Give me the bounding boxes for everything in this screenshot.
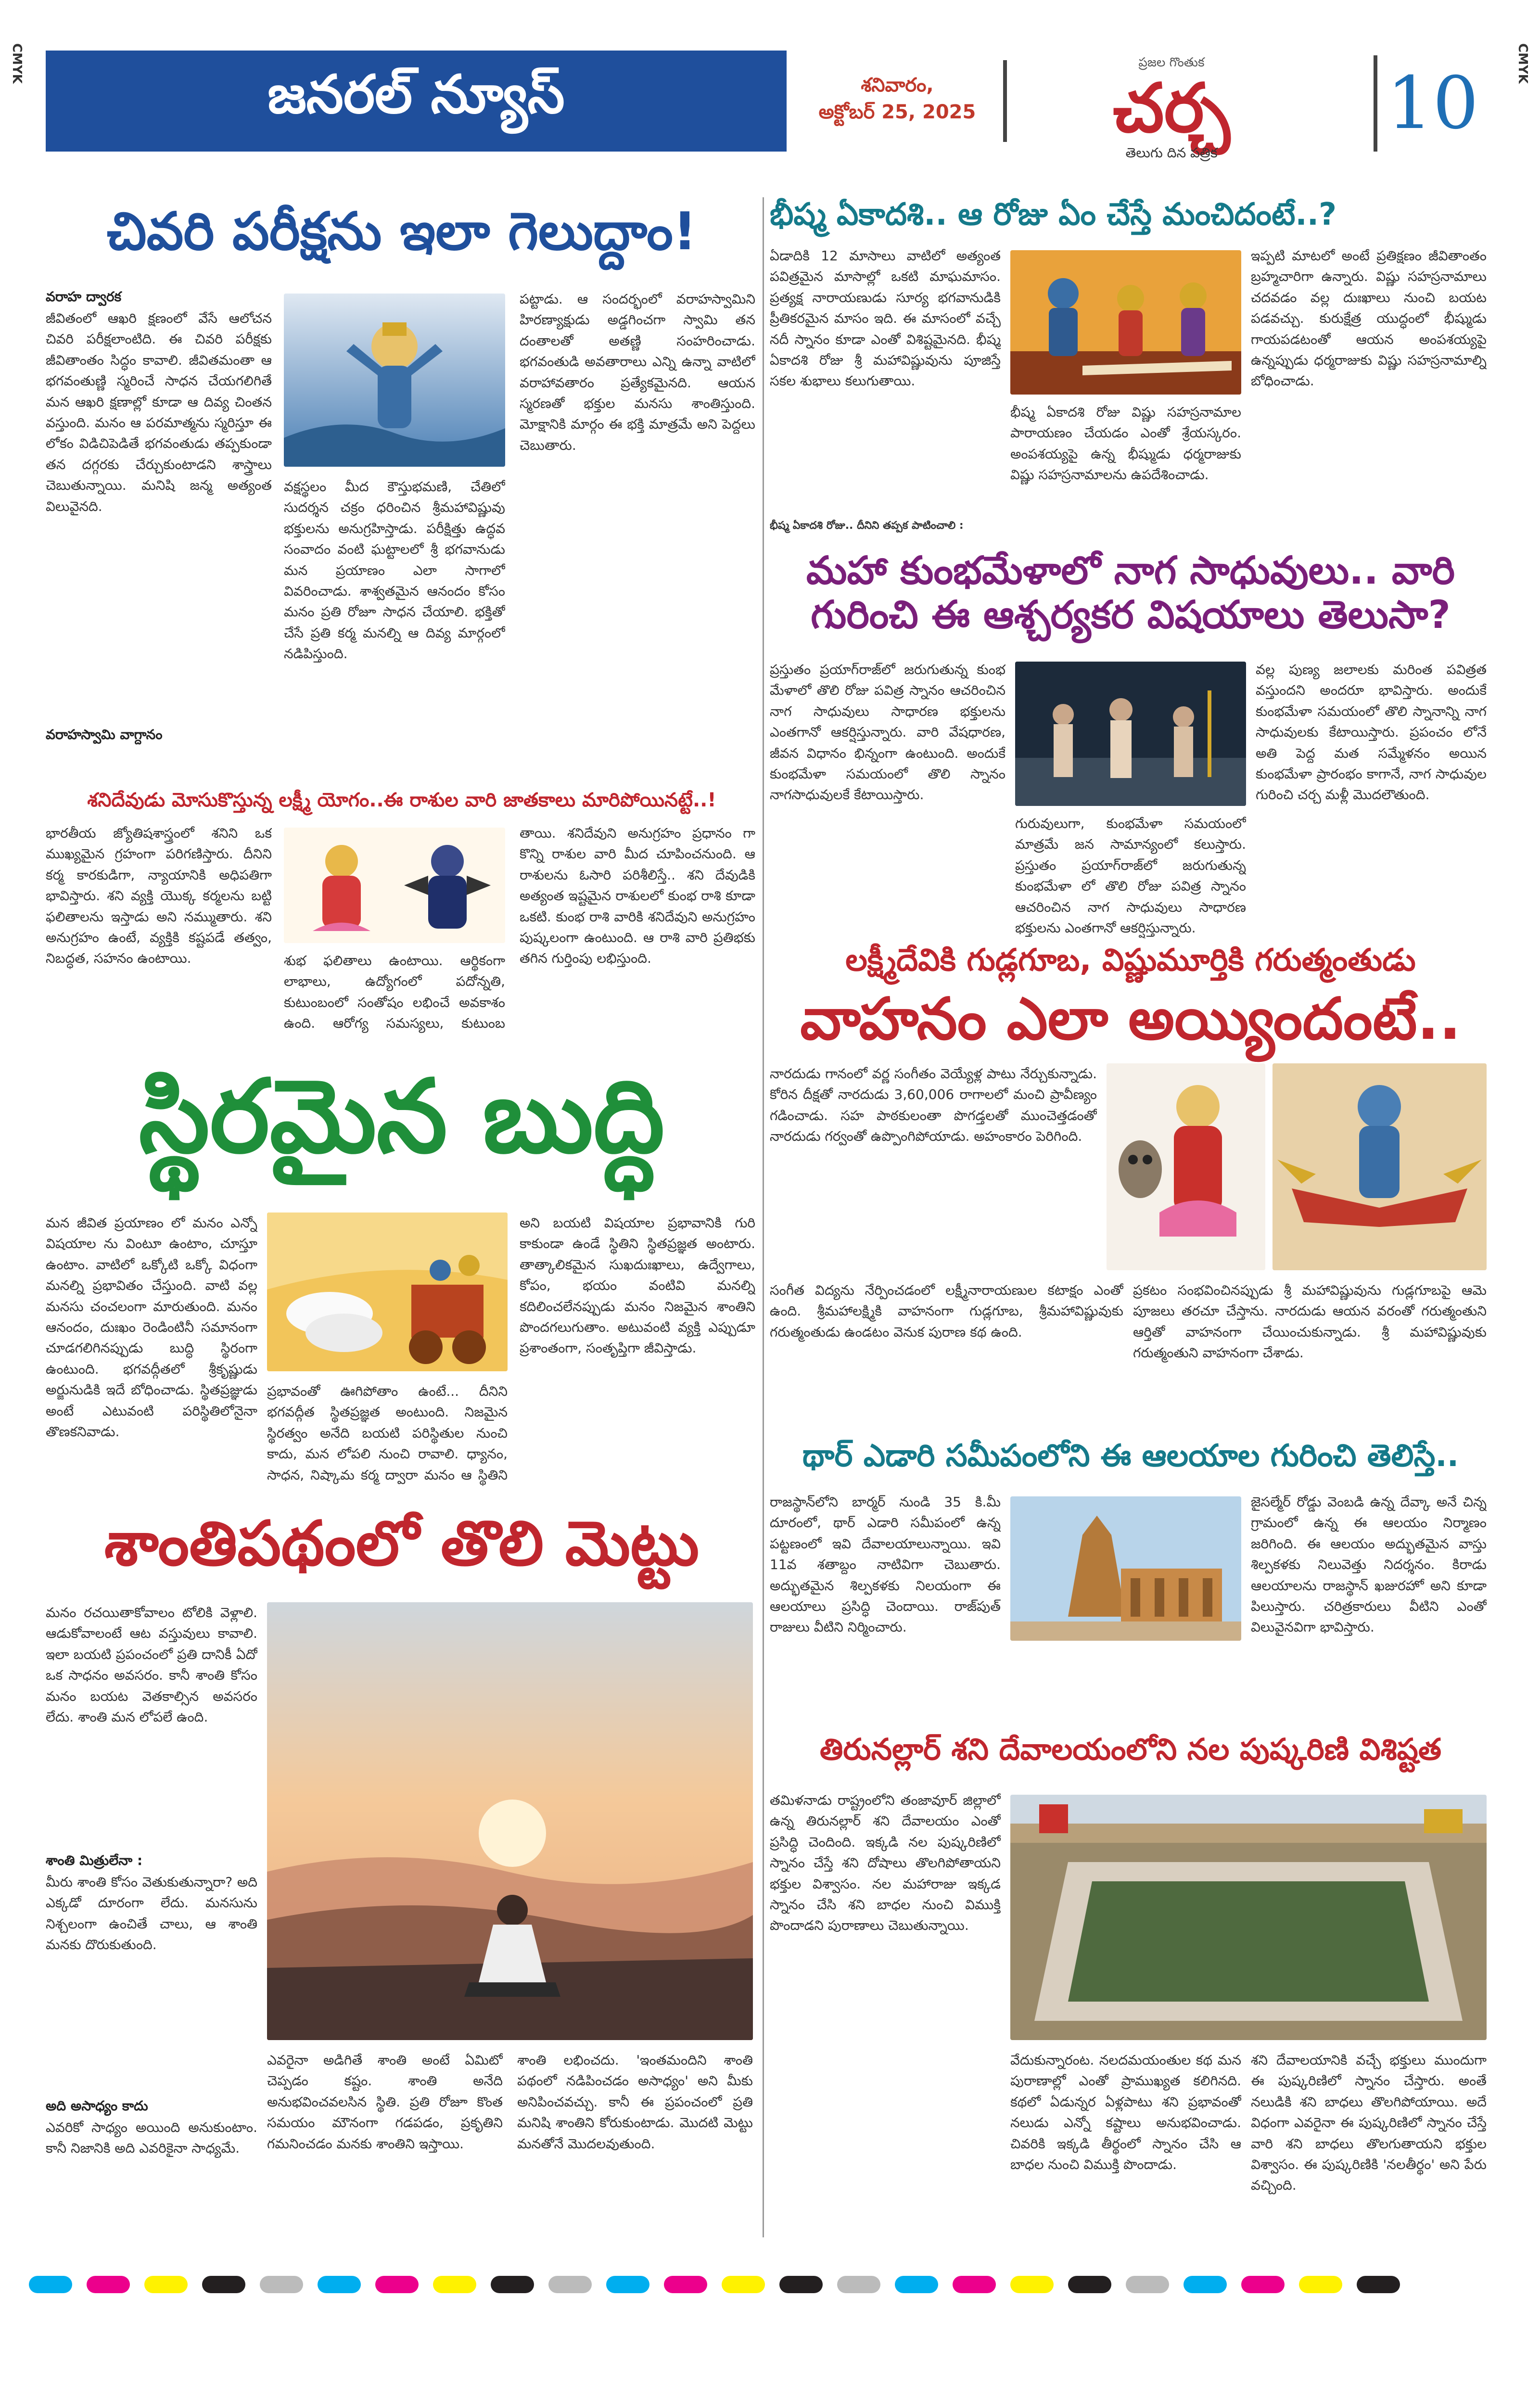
registration-mark <box>895 2276 938 2293</box>
date-box <box>796 51 998 152</box>
peace-path-col2: ఎవరైనా అడిగితే శాంతి అంటే ఏమిటో చెప్పడం కష్టం. శాంతి అనేది అనుభవించవలసిన స్థితి. ప్రతి రోజూ కొంత సమయం మౌనంగా గడపడం, ప్రకృతిని గమనించడం మనకు శాంతిని ఇస్తాయి. <box>267 2052 503 2152</box>
registration-mark <box>87 2276 130 2293</box>
steady-mind-col2: ప్రభావంతో ఊగిపోతాం ఉంటే... దీనిని భగవద్గీత స్థితప్రజ్ఞత అంటుంది. నిజమైన స్థిరత్వం అనేది బయటి పరిస్థితుల నుంచి కాదు, మన లోపలి నుంచి రావాలి. ధ్యానం, సాధన, నిష్కామ కర్మ ద్వారా మనం ఆ స్థితిని <box>267 1383 508 1483</box>
article-text: జీవితంలో ఆఖరి క్షణంలో వేసే ఆలోచన చివరి పరీక్షలాంటిది. ఈ చివరి పరీక్షకు జీవితాంతం సిద్ధం కావాలి. జీవితమంతా ఆ భగవంతుణ్ణి స్మరించే సాధన చేయగలిగితే మన ఆఖరి క్షణాల్లో కూడా ఆ దివ్య చింతన వస్తుంది. మనం ఆ పరమాత్మను స్మరిస్తూ ఈ లోకం విడిచిపెడితే భగవంతుడు తప్పకుండా తన దగ్గరకు చేర్చుకుంటాడని శాస్త్రాలు చెబుతున్నాయి. మనిషి జన్మ అత్యంత విలువైనది. <box>46 310 272 514</box>
bhishma-caption: భీష్మ ఏకాదశి రోజు.. దీనిని తప్పక పాటించాలి : <box>770 520 964 532</box>
registration-mark <box>144 2276 188 2293</box>
logo-word: చర్చ <box>1113 69 1230 148</box>
kumbh-col2: గురువులుగా, కుంభమేళా సమయంలో మాత్రమే జన సామాన్యంలో కలుస్తారు. ప్రస్తుతం ప్రయాగ్‌రాజ్‌లో జరుగుతున్న కుంభమేళా లో తొలి రోజు పవిత్ర స్నానం ఆచరించిన నాగ సాధువులు సాధారణ భక్తులను ఎంతగానో ఆకర్షిస్తున్నారు. <box>1015 816 1246 936</box>
registration-mark <box>664 2276 707 2293</box>
cmyk-mark-right: CMYK <box>1515 43 1530 84</box>
registration-mark <box>837 2276 880 2293</box>
registration-mark <box>375 2276 419 2293</box>
vishnu-garuda-illustration <box>1273 1063 1487 1270</box>
steady-mind-col1: మన జీవిత ప్రయాణం లో మనం ఎన్నో విషయాల ను వింటూ ఉంటాం, చూస్తూ ఉంటాం. వాటిలో ఒక్కోటి ఒక్కో విధంగా మనల్ని ప్రభావితం చేస్తుంది. వాటి వల్ల మనసు చంచలంగా మారుతుంది. మనం ఆనందం, దుఃఖం రెండింటినీ సమానంగా చూడగలిగినప్పుడు బుద్ధి స్థిరంగా ఉంటుంది. భగవద్గీతలో శ్రీకృష్ణుడు అర్జునుడికి ఇదే బోధించాడు. స్థితప్రజ్ఞుడు అంటే ఎటువంటి పరిస్థితిలోనైనా తొణకనివాడు. <box>46 1215 257 1440</box>
chariot-illustration <box>267 1213 508 1371</box>
thar-col1: రాజస్థాన్‌లోని బార్మర్ నుండి 35 కి.మీ దూరంలో, థార్ ఎడారి సమీపంలో ఉన్న పట్టణంలో ఇవి దేవాలయాలున్నాయి. ఇవి 11వ శతాబ్దం నాటివిగా చెబుతారు. అద్భుతమైన శిల్పకళకు నిలయంగా ఈ ఆలయాలు ప్రసిద్ధి చెందాయి. రాజ్‌పుత్ రాజులు వీటిని నిర్మించారు. <box>770 1494 1001 1635</box>
lakshmi-shani-illustration <box>284 828 505 943</box>
cmyk-mark-left: CMYK <box>10 43 24 84</box>
masthead <box>46 51 1487 161</box>
headline-thar: థార్ ఎడారి సమీపంలోని ఈ ఆలయాల గురించి తెలిస్తే.. <box>802 1438 1459 1474</box>
lakshmi-owl-illustration <box>1107 1063 1265 1270</box>
registration-mark <box>1126 2276 1169 2293</box>
logo-tagline: ప్రజల గొంతుక <box>1138 55 1205 70</box>
vishnu-illustration <box>284 294 505 467</box>
logo-subtitle: తెలుగు దిన పత్రిక <box>1125 145 1218 161</box>
date-label: అక్టోబర్ 25, 2025 <box>818 101 976 123</box>
naga-sadhus-photo <box>1015 662 1246 806</box>
article-text: మనం రచయితాకోవాలం టోలికి వెళ్లాలి. ఆడుకోవాలంటే ఆట వస్తువులు కావాలి. ఇలా బయటి ప్రపంచంలో ప్రతి దానికీ ఏదో ఒక సాధనం అవసరం. కానీ శాంతి కోసం మనం బయట వెతకాల్సిన అవసరం లేదు. శాంతి మన లోపలే ఉంది. <box>46 1605 257 1725</box>
meditation-photo <box>267 1602 753 2040</box>
headline-tirunallar: తిరునల్లార్ శని దేవాలయంలోని నల పుష్కరిణి విశిష్టత <box>819 1732 1442 1767</box>
peace-path-col3: శాంతి లభించదు. 'ఇంతమందిని శాంతి పథంలో నడిపించడం అసాధ్యం' అని మీకు అనిపించవచ్చు. కానీ ఈ ప్రపంచంలో ప్రతి మనిషి శాంతిని కోరుకుంటాడు. మొదటి మెట్టు మనతోనే మొదలవుతుంది. <box>517 2052 753 2152</box>
byline: వరాహ ద్వారక <box>46 289 122 305</box>
headline-steady-mind: స్థిరమైన బుద్ధి <box>139 1058 665 1175</box>
registration-mark <box>548 2276 592 2293</box>
subhead-peace-friends: శాంతి మిత్రులేనా : <box>46 1852 143 1868</box>
final-exam-col1 <box>46 289 272 770</box>
registration-mark <box>606 2276 649 2293</box>
registration-mark <box>260 2276 303 2293</box>
thar-temple-photo <box>1010 1496 1241 1641</box>
registration-mark <box>491 2276 534 2293</box>
bhishma-col2: భీష్మ ఏకాదశి రోజు విష్ణు సహస్రనామాల పారాయణం చేయడం ఎంతో శ్రేయస్కరం. అంపశయ్యపై ఉన్న భీష్ముడు ధర్మరాజుకు విష్ణు సహస్రనామాలను ఉపదేశించాడు. <box>1010 404 1241 483</box>
lakshmi-col3: ప్రకటం సంభవించినప్పుడు శ్రీ మహావిష్ణువును గుడ్లగూబపై ఆమె పూజలు తరచూ చేస్తాను. నారదుడు ఆయన వరంతో గరుత్మంతుని ఆర్తితో వాహనంగా చేయించుకున్నాడు. శ్రీ మహావిష్ణువుకు గరుత్మంతుని వాహనంగా చేశాడు. <box>1133 1282 1487 1361</box>
tirunallar-col1: తమిళనాడు రాష్ట్రంలోని తంజావూర్ జిల్లాలో ఉన్న తిరునల్లార్ శని దేవాలయం ఎంతో ప్రసిద్ధి చెందింది. ఇక్కడి నల పుష్కరిణిలో స్నానం చేస్తే శని దోషాలు తొలగిపోతాయని భక్తుల విశ్వాసం. నల మహారాజు ఇక్కడ స్నానం చేసి శని బాధల నుంచి విముక్తి పొందాడని పురాణాలు చెబుతున్నాయి. <box>770 1792 1001 1934</box>
page-number: 10 <box>1374 55 1488 152</box>
shani-col3: తాయి. శనిదేవుని అనుగ్రహం ప్రధానం గా కొన్ని రాశుల వారి మీద చూపించనుంది. ఆ రాశులను ఓసారి పరిశీలిస్తే.. శని దేవుడికి అత్యంత ఇష్టమైన రాశులలో కుంభ రాశి కూడా ఒకటి. కుంభ రాశి వారికి శనిదేవుని అనుగ్రహం పుష్కలంగా ఉంటుంది. ఆ రాశి వారి ప్రతిభకు తగిన గుర్తింపు లభిస్తుంది. <box>520 825 755 967</box>
newspaper-logo <box>1037 55 1306 161</box>
bhishma-col1: ఏడాదికి 12 మాసాలు వాటిలో అత్యంత పవిత్రమైన మాసాల్లో ఒకటి మాఘమాసం. ప్రత్యక్ష నారాయణుడు సూర్య భగవానుడికి ప్రీతికరమైన మాసం ఇది. ఈ మాసంలో వచ్చే నదీ స్నానం కూడా ఎంతో విశిష్టమైనది. భీష్మ ఏకాదశి రోజు శ్రీ మహావిష్ణువును పూజిస్తే సకల శుభాలు కలుగుతాయి. <box>770 248 1001 389</box>
article-text-3: ఎవరికో సాధ్యం అయింది అనుకుంటాం. కానీ నిజానికి అది ఎవరికైనా సాధ్యమే. <box>46 2119 257 2157</box>
shani-col2: శుభ ఫలితాలు ఉంటాయి. ఆర్థికంగా లాభాలు, ఉద్యోగంలో పదోన్నతి, కుటుంబంలో సంతోషం లభించే అవకాశం ఉంది. ఆరోగ్య సమస్యలు, కుటుంబ <box>284 953 505 1032</box>
bhishma-col3: ఇప్పటి మాటలో అంటే ప్రతిక్షణం జీవితాంతం బ్రహ్మచారిగా ఉన్నారు. విష్ణు సహస్రనామాలు చదవడం వల్ల దుఃఖాలు నుంచి బయట పడవచ్చు. కురుక్షేత్ర యుద్ధంలో భీష్ముడు గాయపడటంతో ఆయన అంపశయ్యపై ఉన్నప్పుడు ధర్మరాజుకు విష్ణు సహస్రనామాల్ని బోధించాడు. <box>1251 248 1487 389</box>
masthead-divider <box>1003 60 1007 142</box>
bhishma-painting <box>1010 250 1241 395</box>
registration-mark <box>779 2276 823 2293</box>
headline-bhishma: భీష్మ ఏకాదశి.. ఆ రోజు ఏం చేస్తే మంచిదంటే..? <box>770 197 1337 232</box>
kumbh-col1: ప్రస్తుతం ప్రయాగ్‌రాజ్‌లో జరుగుతున్న కుంభ మేళాలో తొలి రోజు పవిత్ర స్నానం ఆచరించిన నాగ సాధువులు సాధారణ భక్తులను ఎంతగానో ఆకర్షిస్తున్నారు. వారి వేషధారణ, జీవన విధానం భిన్నంగా ఉంటుంది. అందుకే కుంభమేళా సమయంలో తొలి స్నానం నాగసాధువులకే కేటాయిస్తారు. <box>770 662 1005 803</box>
tirunallar-tank-photo <box>1010 1795 1487 2040</box>
final-exam-col3: పట్టాడు. ఆ సందర్భంలో వరాహస్వామిని హిరణ్యాక్షుడు అడ్డగించగా స్వామి తన దంతాలతో అతణ్ణి సంహరించాడు. భగవంతుడి అవతారాలు ఎన్ని ఉన్నా వాటిలో వరాహావతారం ప్రత్యేకమైనది. ఆయన స్మరణతో భక్తుల మనసు శాంతిస్తుంది. మోక్షానికి మార్గం ఈ భక్తి మాత్రమే అని పెద్దలు చెబుతారు. <box>520 291 755 453</box>
lakshmi-col2: సంగీత విద్యను నేర్పించడంలో లక్ష్మీనారాయణుల కటాక్షం ఎంతో ఉంది. శ్రీమహాలక్ష్మికి వాహనంగా గుడ్లగూబ, శ్రీమహావిష్ణువుకు గరుత్మంతుడు ఉండటం వెనుక పురాణ కథ ఉంది. <box>770 1282 1123 1340</box>
registration-mark <box>953 2276 996 2293</box>
headline-lakshmi-1: లక్ష్మీదేవికి గుడ్లగూబ, విష్ణుమూర్తికి గరుత్మంతుడు <box>845 943 1416 978</box>
tirunallar-col2: వేదుకున్నారంట. నలదమయంతుల కథ మన పురాణాల్లో ఎంతో ప్రాముఖ్యత కలిగినది. కథలో ఏడున్నర ఏళ్లపాటు శని ప్రభావంతో నలుడు ఎన్నో కష్టాలు అనుభవించాడు. చివరికి ఇక్కడి తీర్థంలో స్నానం చేసి ఆ బాధల నుంచి విముక్తి పొందాడు. <box>1010 2052 1241 2172</box>
section-banner: జనరల్ న్యూస్ <box>46 51 787 152</box>
registration-mark <box>202 2276 245 2293</box>
headline-lakshmi-2: వాహనం ఎలా అయ్యిందంటే.. <box>800 986 1461 1053</box>
tirunallar-col3: శని దేవాలయానికి వచ్చే భక్తులు ముందుగా ఈ పుష్కరిణిలో స్నానం చేస్తారు. అంతే నలుడికి శని బాధలు తొలగిపోయాయి. అదే విధంగా ఎవరైనా ఈ పుష్కరిణిలో స్నానం చేస్తే వారి శని బాధలు తొలగుతాయని భక్తుల విశ్వాసం. ఈ పుష్కరిణికి 'నలతీర్థం' అని పేరు వచ్చింది. <box>1251 2052 1487 2194</box>
registration-mark <box>1184 2276 1227 2293</box>
peace-path-col1 <box>46 1602 257 2237</box>
article-text-2: మీరు శాంతి కోసం వెతుకుతున్నారా? అది ఎక్కడో దూరంగా లేదు. మనసును నిశ్చలంగా ఉంచితే చాలు, ఆ శాంతి మనకు దొరుకుతుంది. <box>46 1874 257 1953</box>
shani-col1: భారతీయ జ్యోతిషశాస్త్రంలో శనిని ఒక ముఖ్యమైన గ్రహంగా పరిగణిస్తారు. దీనిని కర్మ కారకుడిగా, న్యాయానికి అధిపతిగా భావిస్తారు. శని వ్యక్తి యొక్క కర్మలను బట్టి ఫలితాలను ఇస్తాడు అని నమ్ముతారు. శని అనుగ్రహం ఉంటే, వ్యక్తికి కష్టపడే తత్వం, నిబద్ధత, సహనం ఉంటాయి. <box>46 825 272 967</box>
subhead-not-impossible: అది అసాధ్యం కాదు <box>46 2098 148 2114</box>
headline-final-exam: చివరి పరీక్షను ఇలా గెలుద్దాం! <box>106 202 697 262</box>
thar-col2: జైసల్మేర్ రోడ్డు వెంబడి ఉన్న దేవ్కా అనే చిన్న గ్రామంలో ఉన్న ఈ ఆలయం నిర్మాణం జరిగింది. ఈ ఆలయం అద్భుతమైన వాస్తు శిల్పకళకు నిలువెత్తు నిదర్శనం. కిరాడు ఆలయాలను రాజస్థాన్ ఖజురహో అని కూడా పిలుస్తారు. చరిత్రకారులు వీటిని ఎంతో విలువైనవిగా భావిస్తారు. <box>1251 1494 1487 1635</box>
headline-kumbh: మహా కుంభమేళాలో నాగ సాధువులు.. వారి గురించి ఈ ఆశ్చర్యకర విషయాలు తెలుసా? <box>806 548 1455 637</box>
registration-strip <box>29 2276 1511 2295</box>
subhead: వరాహస్వామి వాగ్దానం <box>46 727 163 742</box>
steady-mind-col3: అని బయటి విషయాల ప్రభావానికి గురి కాకుండా ఉండే స్థితిని స్థితప్రజ్ఞత అంటారు. తాత్కాలికమైన సుఖదుఃఖాలు, ఉద్వేగాలు, కోపం, భయం వంటివి మనల్ని కదిలించలేనప్పుడు మనం నిజమైన శాంతిని పొందగలుగుతాం. అటువంటి వ్యక్తి ఎప్పుడూ ప్రశాంతంగా, సంతృప్తిగా జీవిస్తాడు. <box>520 1215 755 1356</box>
registration-mark <box>722 2276 765 2293</box>
lakshmi-col1: నారదుడు గానంలో వర్ణ సంగీతం వెయ్యేళ్ల పాటు నేర్చుకున్నాడు. కోరిన దీక్షతో నారదుడు 3,60,006 రాగాలలో మంచి ప్రావీణ్యం గడించాడు. సహ పాఠకులంతా పొగడ్తలతో ముంచెత్తడంతో నారదుడు గర్వంతో ఉప్పొంగిపోయాడు. అహంకారం పెరిగింది. <box>770 1066 1097 1145</box>
registration-mark <box>1010 2276 1054 2293</box>
final-exam-col2: వక్షస్థలం మీద కౌస్తుభమణి, చేతిలో సుదర్శన చక్రం ధరించిన శ్రీమహావిష్ణువు భక్తులను అనుగ్రహిస్తాడు. పరీక్షిత్తు ఉద్ధవ సంవాదం వంటి ఘట్టాలలో శ్రీ భగవానుడు మన ప్రయాణం ఎలా సాగాలో వివరించాడు. శాశ్వతమైన ఆనందం కోసం మనం ప్రతి రోజూ సాధన చేయాలి. భక్తితో చేసే ప్రతి కర్మ మనల్ని ఆ దివ్య మార్గంలో నడిపిస్తుంది. <box>284 479 505 662</box>
registration-mark <box>1357 2276 1400 2293</box>
headline-peace-path: శాంతిపథంలో తొలి మెట్టు <box>104 1508 700 1580</box>
registration-mark <box>1241 2276 1285 2293</box>
headline-shani: శనిదేవుడు మోసుకొస్తున్న లక్ష్మీ యోగం..ఈ రాశుల వారి జాతకాలు మారిపోయినట్టే..! <box>87 789 716 811</box>
registration-mark <box>1299 2276 1342 2293</box>
column-divider <box>763 197 764 2237</box>
day-label: శనివారం, <box>861 74 934 96</box>
registration-mark <box>1068 2276 1111 2293</box>
registration-mark <box>318 2276 361 2293</box>
kumbh-col3: వల్ల పుణ్య జలాలకు మరింత పవిత్రత వస్తుందని అందరూ భావిస్తారు. అందుకే కుంభమేళా సమయంలో తొలి స్నానాన్ని నాగ సాధువులకు కేటాయిస్తారు. ప్రపంచం లోనే అతి పెద్ద మత సమ్మేళనం అయిన కుంభమేళా ప్రారంభం కాగానే, నాగ సాధువుల గురించి చర్చ మళ్లీ మొదలౌతుంది. <box>1256 662 1487 803</box>
registration-mark <box>433 2276 476 2293</box>
registration-mark <box>29 2276 72 2293</box>
